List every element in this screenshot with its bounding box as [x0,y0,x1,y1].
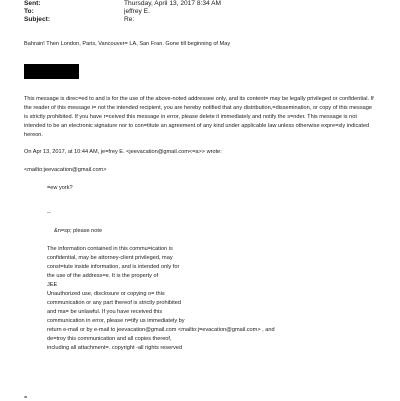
new-york-line: =ew york? [47,185,73,191]
confidential-line: and ma= be unlawful. If you have received this [47,309,163,315]
subject-value: Re: [124,16,135,23]
to-label: To: [24,8,34,15]
quote-header: On Apr 13, 2017, at 10:44 AM, je=frey E. <jeevacation@gmail.com<=a>> wrote: [24,149,222,155]
signature-dash: -- [47,210,51,216]
confidential-line: the use of the address=e. It is the property of [47,273,159,279]
confidential-line: Unauthorized use, disclosure or copying o= this [47,291,165,297]
to-value: jeffrey E. [124,8,150,15]
confidential-line: communication or any part thereof is strictly prohibited [47,300,181,306]
confidential-line: The information contained in this commu=ication is [47,246,173,252]
confidential-line: JEE [47,282,58,288]
disclaimer-paragraph: This message is direc=ed to and is for the use of the above-noted addressee only, and its content= may be legally privileged or confidential. If the reader of this message i= not the intended recipient, you are hereby notified that any distribution,=dissemination, or copy of this message is strictly prohibited. If you have r=ceived this message in error, please delete it immediately and notify the s=nder. This message is not intended to be an electronic signature nor to con=titute an agreement of any kind under applicable law unless otherwise expre=sly indicated hereon. [24,96,374,138]
confidential-line: return e-mail or by e-mail to jeevacation@gmail.com <mailto:j=evacation@gmail.com> , and [47,327,275,333]
redaction-bar [24,64,79,79]
confidential-line: const=tute inside information, and is intended only for [47,264,180,270]
intro-line: Bahrain! Then London, Paris, Vancouver= LA, San Fran. Gone till beginning of May [24,41,231,47]
sent-value: Thursday, April 13, 2017 8:34 AM [124,0,222,7]
sent-label: Sent: [24,0,41,7]
subject-label: Subject: [24,16,51,23]
confidential-line: including all attachment=. copyright -all rights reserved [47,345,183,351]
confidential-line: de=troy this communication and all copies thereof, [47,336,172,342]
mailto-line: <mailto:jeevacation@gmail.com> [24,167,107,173]
please-note-line: &n=sp; please note [54,228,103,234]
confidential-line: communication in error, please n=tify us immediately by [47,318,185,324]
end-mark: = [24,395,28,401]
confidential-line: confidential, may be attorney-client privileged, may [47,255,173,261]
